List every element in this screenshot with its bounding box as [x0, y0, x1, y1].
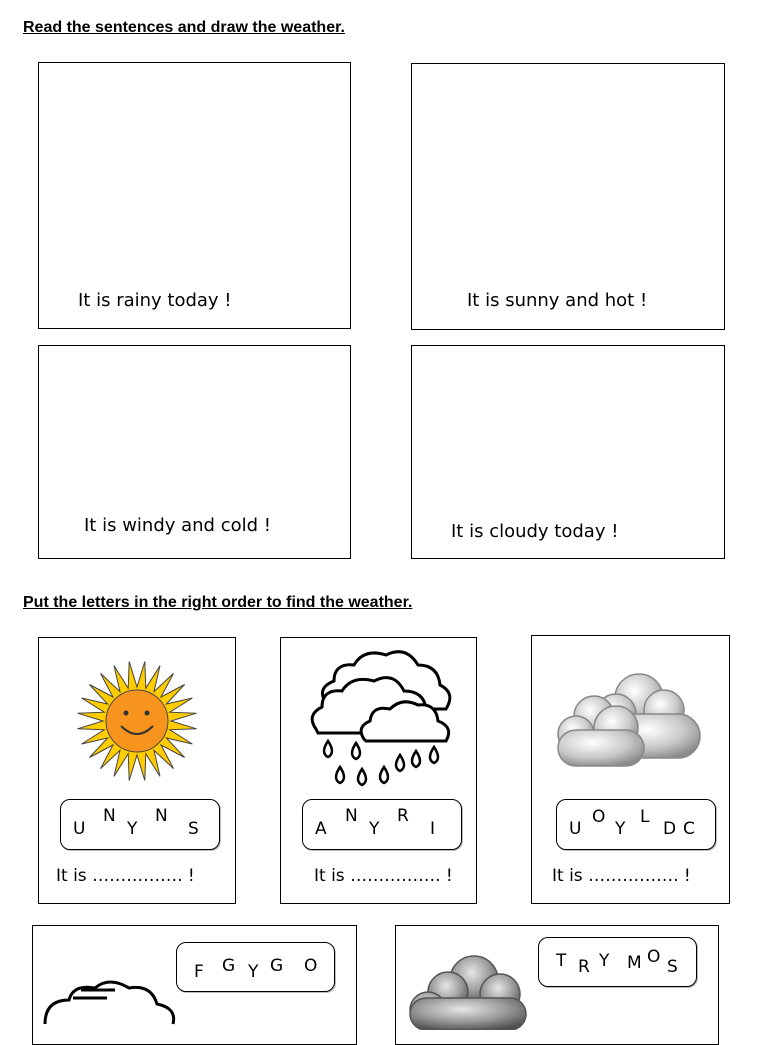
scrambled-letter: F — [194, 962, 204, 982]
scrambled-letter: N — [345, 806, 358, 826]
draw-box-rainy[interactable] — [38, 62, 351, 329]
scrambled-letter: L — [640, 807, 650, 827]
scrambled-letter: A — [315, 819, 327, 839]
rain-cloud-icon — [306, 643, 461, 793]
cloud-icon — [554, 658, 704, 770]
scrambled-letter: S — [667, 957, 678, 977]
scrambled-letter: R — [578, 957, 590, 977]
card-stormy — [395, 925, 719, 1045]
storm-cloud-icon — [404, 950, 534, 1030]
draw-box-sentence: It is windy and cold ! — [84, 515, 271, 536]
scrambled-letter: Y — [127, 819, 138, 839]
scrambled-letter: O — [647, 947, 661, 967]
letter-pill — [176, 942, 335, 992]
letter-pill — [556, 799, 716, 850]
scrambled-letter: N — [103, 806, 116, 826]
foggy-cloud-icon — [43, 978, 183, 1028]
scrambled-letter: T — [556, 951, 567, 971]
scrambled-letter: G — [222, 956, 236, 976]
scrambled-letter: N — [155, 806, 168, 826]
card-sunny — [38, 637, 236, 904]
scrambled-letter: U — [569, 819, 582, 839]
scrambled-letter: Y — [369, 819, 380, 839]
sun-icon — [72, 656, 202, 786]
scrambled-letter: C — [683, 819, 695, 839]
draw-box-sentence: It is cloudy today ! — [451, 521, 619, 542]
scrambled-letter: U — [73, 819, 86, 839]
card-cloudy — [531, 635, 730, 904]
letter-pill — [302, 799, 462, 850]
scrambled-letter: G — [270, 956, 284, 976]
draw-box-sunny[interactable] — [411, 63, 725, 330]
scrambled-letter: Y — [599, 951, 610, 971]
card-rainy — [280, 637, 477, 904]
scrambled-letter: M — [627, 953, 642, 973]
answer-line[interactable]: It is ……………. ! — [314, 866, 453, 886]
draw-box-sentence: It is rainy today ! — [78, 290, 232, 311]
answer-line[interactable]: It is ……………. ! — [552, 866, 691, 886]
letter-pill — [60, 799, 220, 850]
draw-box-sentence: It is sunny and hot ! — [467, 290, 648, 311]
draw-weather-heading: Read the sentences and draw the weather. — [23, 19, 345, 36]
draw-box-windy[interactable] — [38, 345, 351, 559]
scrambled-letter: Y — [248, 962, 259, 982]
scrambled-letter: O — [592, 807, 606, 827]
unscramble-heading: Put the letters in the right order to find the weather. — [23, 594, 413, 611]
draw-box-cloudy[interactable] — [411, 345, 725, 559]
card-foggy — [32, 925, 357, 1045]
scrambled-letter: I — [430, 819, 436, 839]
scrambled-letter: O — [304, 956, 318, 976]
scrambled-letter: R — [397, 806, 409, 826]
scrambled-letter: D — [663, 819, 677, 839]
scrambled-letter: Y — [615, 819, 626, 839]
answer-line[interactable]: It is ……………. ! — [56, 866, 195, 886]
letter-pill — [538, 937, 697, 987]
scrambled-letter: S — [188, 819, 199, 839]
